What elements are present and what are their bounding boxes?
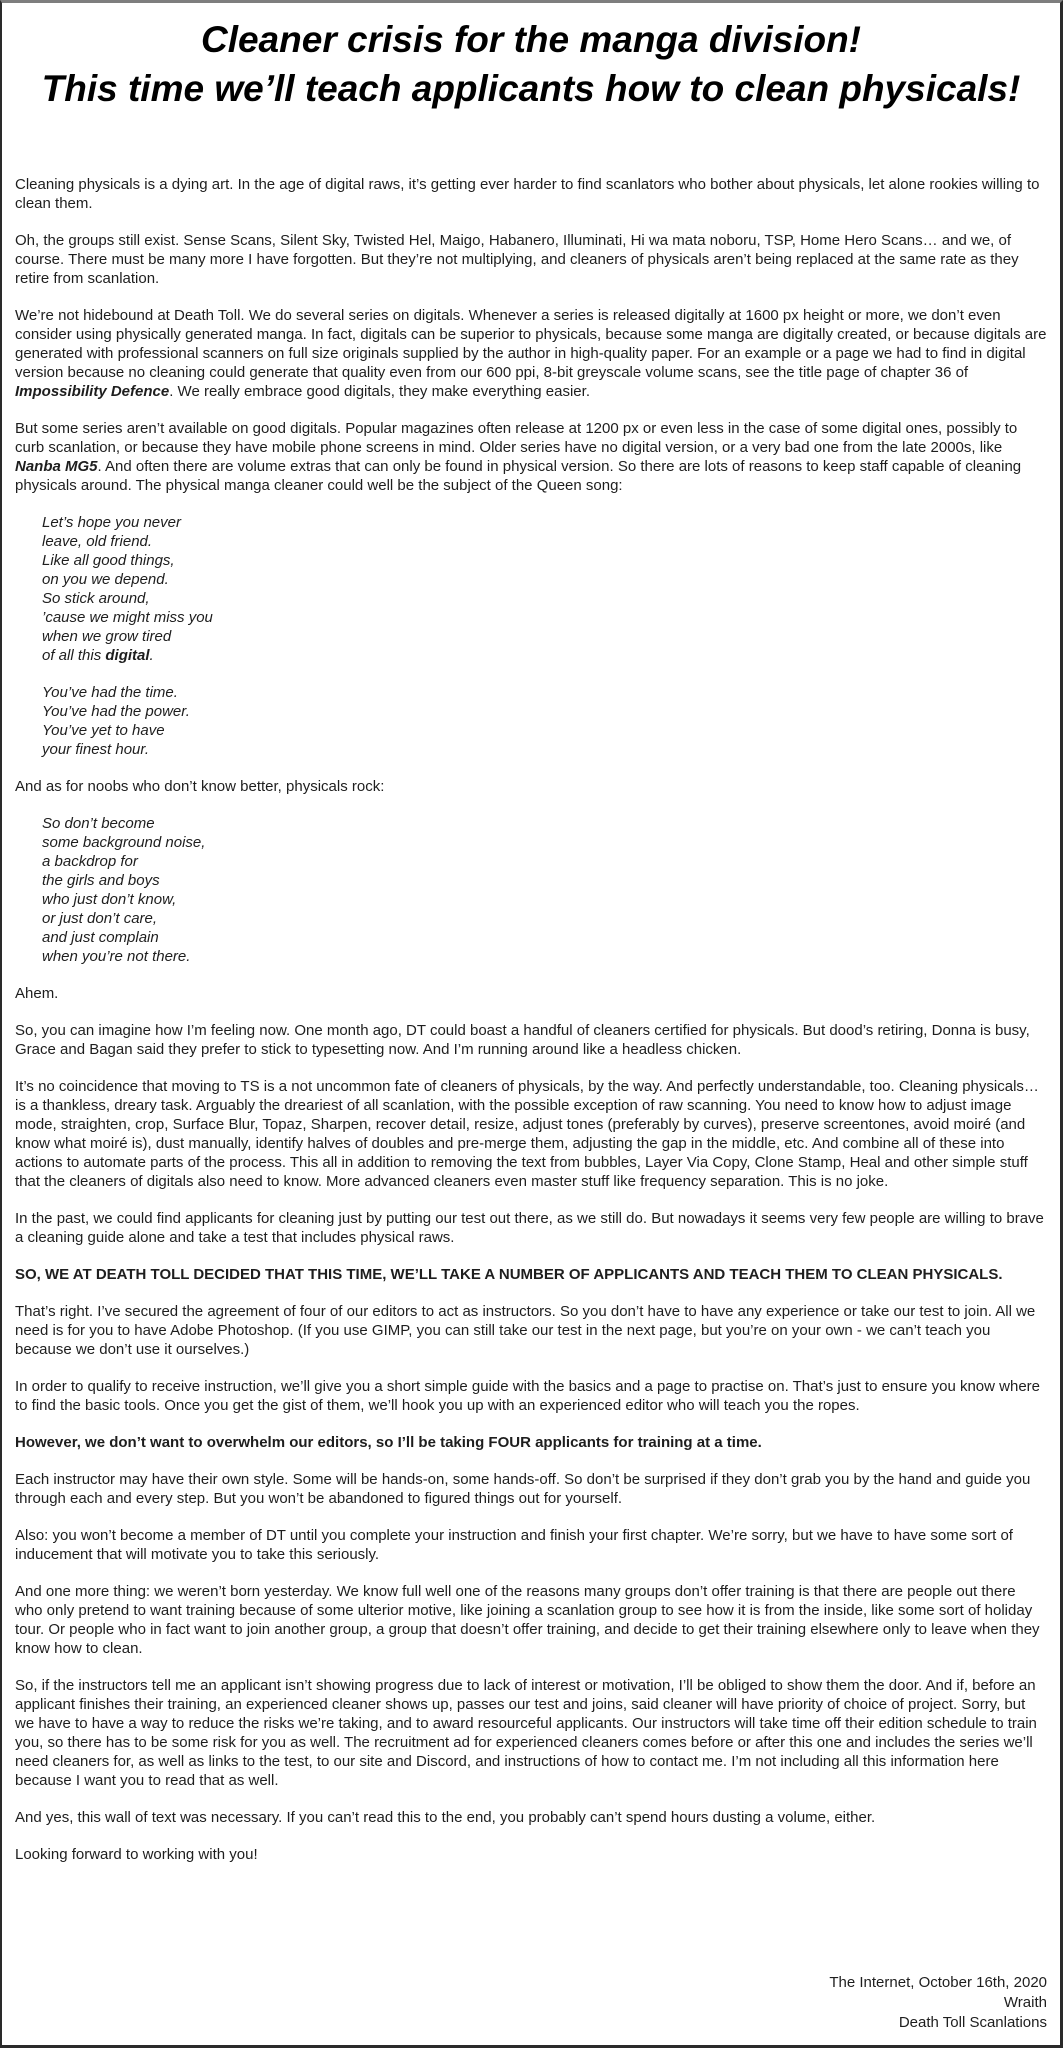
- text-run: That’s right. I’ve secured the agreement of four of our editors to act as instructors. So you don’t have to have any experience or take our test to join. All we need is for you to have Adobe Photoshop. (If you use GIMP, you can still take our test in the next page, but you’re on your own - we can’t teach you because we don’t use it ourselves.): [15, 1303, 1036, 1358]
- text-run: .: [149, 647, 154, 664]
- text-run: Let’s hope you never: [42, 514, 181, 531]
- text-run: So stick around,: [42, 590, 150, 607]
- text-run: However, we don’t want to overwhelm our editors, so I’ll be taking FOUR applicants for training at a time.: [15, 1434, 762, 1451]
- verse-line: [42, 833, 1047, 852]
- text-run: leave, old friend.: [42, 533, 153, 550]
- paragraph: [15, 306, 1047, 401]
- verse-line: [42, 608, 1047, 627]
- text-run: ’cause we might miss you: [42, 609, 213, 626]
- paragraph: [15, 1209, 1047, 1247]
- verse-line: [42, 740, 1047, 759]
- text-run: So, you can imagine how I’m feeling now. One month ago, DT could boast a handful of cleaners certified for physicals. But dood’s retiring, Donna is busy, Grace and Bagan said they prefer to stick to typesetting now. And I’m running around like a headless chicken.: [15, 1022, 1030, 1058]
- paragraph: [15, 1526, 1047, 1564]
- verse-line: [42, 627, 1047, 646]
- text-run: In the past, we could find applicants for cleaning just by putting our test out there, as we still do. But nowadays it seems very few people are willing to brave a cleaning guide alone and take a test that includes physical raws.: [15, 1210, 1044, 1246]
- text-run: You’ve yet to have: [42, 722, 165, 739]
- paragraph: [15, 1676, 1047, 1790]
- text-run: It’s no coincidence that moving to TS is a not uncommon fate of cleaners of physicals, by the way. And perfectly understandable, too. Cleaning physicals… is a thankless, dreary task. Arguably the dreariest of all scanlation, with the possible exception of raw scanning. You need to know how to adjust image mode, straighten, crop, Surface Blur, Topaz, Sharpen, recover detail, resize, adjust tones (preferably by curves), preserve screentones, avoid moiré (and know what moiré is), dust manually, identify halves of doubles and pre-merge them, adjusting the gap in the middle, etc. And combine all of these into actions to automate parts of the process. This all in addition to removing the text from bubbles, Layer Via Copy, Clone Stamp, Heal and other simple stuff that the cleaners of digitals also need to know. More advanced cleaners even master stuff like frequency separation. This is no joke.: [15, 1078, 1039, 1190]
- verse-block: [15, 814, 1047, 966]
- verse-block: [15, 683, 1047, 759]
- verse-line: [42, 646, 1047, 665]
- text-run: Impossibility Defence: [15, 383, 170, 400]
- paragraph: [15, 1077, 1047, 1191]
- paragraph: [15, 1808, 1047, 1827]
- text-run: Ahem.: [15, 985, 59, 1002]
- text-run: and just complain: [42, 929, 159, 946]
- text-run: So don’t become: [42, 815, 155, 832]
- text-run: You’ve had the time.: [42, 684, 178, 701]
- paragraph: [15, 231, 1047, 288]
- verse-line: [42, 589, 1047, 608]
- text-run: . And often there are volume extras that can only be found in physical version. So there are lots of reasons to keep staff capable of cleaning physicals around. The physical manga cleaner could well be the subject of the Queen song:: [15, 458, 1022, 494]
- verse-line: [42, 852, 1047, 871]
- text-run: Cleaning physicals is a dying art. In the age of digital raws, it’s getting ever harder to find scanlators who bother about physicals, let alone rookies willing to clean them.: [15, 176, 1040, 212]
- text-run: Like all good things,: [42, 552, 175, 569]
- paragraph: [15, 1021, 1047, 1059]
- verse-line: [42, 721, 1047, 740]
- verse-line: [42, 814, 1047, 833]
- page-title-line2: This time we’ll teach applicants how to clean physicals!: [41, 68, 1021, 109]
- text-run: So, if the instructors tell me an applicant isn’t showing progress due to lack of interest or motivation, I’ll be obliged to show them the door. And if, before an applicant finishes their training, an experienced cleaner shows up, passes our test and joins, said cleaner will have priority of choice of project. Sorry, but we have to have a way to reduce the risks we’re taking, and to award resourceful applicants. Our instructors will take time off their edition schedule to train you, so there has to be some risk for you as well. The recruitment ad for experienced cleaners comes before or after this one and includes the series we’ll need cleaners for, as well as links to the test, to our site and Discord, and instructions of how to contact me. I’m not including all this information here because I want you to read that as well.: [15, 1677, 1037, 1789]
- text-run: when you’re not there.: [42, 948, 191, 965]
- verse-line: [42, 909, 1047, 928]
- text-run: Looking forward to working with you!: [15, 1846, 258, 1863]
- text-run: digital: [105, 647, 150, 664]
- paragraph: [15, 419, 1047, 495]
- paragraph: [15, 1845, 1047, 1864]
- text-run: your finest hour.: [42, 741, 149, 758]
- signature-place-date: The Internet, October 16th, 2020: [829, 1974, 1047, 1991]
- paragraph: [15, 1582, 1047, 1658]
- verse-line: [42, 551, 1047, 570]
- text-run: on you we depend.: [42, 571, 169, 588]
- page-title-line1: Cleaner crisis for the manga division!: [200, 19, 862, 60]
- paragraph: [15, 1470, 1047, 1508]
- text-run: You’ve had the power.: [42, 703, 190, 720]
- verse-line: [42, 928, 1047, 947]
- verse-block: [15, 513, 1047, 665]
- paragraph: [15, 1265, 1047, 1284]
- text-run: Nanba MG5: [15, 458, 98, 475]
- text-run: some background noise,: [42, 834, 206, 851]
- verse-line: [42, 683, 1047, 702]
- text-run: Also: you won’t become a member of DT until you complete your instruction and finish your first chapter. We’re sorry, but we have to have some sort of inducement that will motivate you to take this seriously.: [15, 1527, 1013, 1563]
- article-body: [15, 157, 1047, 1882]
- text-run: And yes, this wall of text was necessary. If you can’t read this to the end, you probably can’t spend hours dusting a volume, either.: [15, 1809, 876, 1826]
- paragraph: [15, 984, 1047, 1003]
- text-run: And one more thing: we weren’t born yesterday. We know full well one of the reasons many groups don’t offer training is that there are people out there who only pretend to want training because of some ulterior motive, like joining a scanlation group to see how it is from the inside, like some sort of holiday tour. Or people who in fact want to join another group, a group that doesn’t offer training, and decide to get their training elsewhere only to leave when they know how to clean.: [15, 1583, 1040, 1657]
- verse-line: [42, 890, 1047, 909]
- verse-line: [42, 871, 1047, 890]
- text-run: of all this: [42, 647, 106, 664]
- signature: [15, 1953, 1047, 2033]
- text-run: a backdrop for: [42, 853, 138, 870]
- verse-line: [42, 513, 1047, 532]
- paragraph: [15, 1433, 1047, 1452]
- text-run: Oh, the groups still exist. Sense Scans, Silent Sky, Twisted Hel, Maigo, Habanero, Illuminati, Hi wa mata noboru, TSP, Home Hero Scans… and we, of course. There must be many more I have forgotten. But they’re not multiplying, and cleaners of physicals aren’t being replaced at the same rate as they retire from scanlation.: [15, 232, 1019, 287]
- signature-author: Wraith: [1003, 1994, 1047, 2011]
- verse-line: [42, 570, 1047, 589]
- verse-line: [42, 532, 1047, 551]
- verse-line: [42, 702, 1047, 721]
- text-run: when we grow tired: [42, 628, 172, 645]
- paragraph: [15, 777, 1047, 796]
- text-run: SO, WE AT DEATH TOLL DECIDED THAT THIS TIME, WE’LL TAKE A NUMBER OF APPLICANTS AND TEACH THEM TO CLEAN PHYSICALS.: [15, 1266, 1003, 1283]
- text-run: the girls and boys: [42, 872, 160, 889]
- text-run: We’re not hidebound at Death Toll. We do several series on digitals. Whenever a series is released digitally at 1600 px height or more, we don’t even consider using physically generated manga. In fact, digitals can be superior to physicals, because some manga are digitally created, or because digitals are generated with professional scanners on full size originals supplied by the author in high-quality paper. For an example or a page we had to find in digital version because no cleaning could generate that quality even from our 600 ppi, 8-bit greyscale volume scans, see the title page of chapter 36 of: [15, 307, 1047, 381]
- signature-group: Death Toll Scanlations: [898, 2014, 1047, 2031]
- text-run: And as for noobs who don’t know better, physicals rock:: [15, 778, 385, 795]
- paragraph: [15, 175, 1047, 213]
- text-run: In order to qualify to receive instruction, we’ll give you a short simple guide with the basics and a page to practise on. That’s just to ensure you know where to find the basic tools. Once you get the gist of them, we’ll hook you up with an experienced editor who will teach you the ropes.: [15, 1378, 1041, 1414]
- verse-line: [42, 947, 1047, 966]
- paragraph: [15, 1302, 1047, 1359]
- text-run: Each instructor may have their own style. Some will be hands-on, some hands-off. So don’t be surprised if they don’t grab you by the hand and guide you through each and every step. But you won’t be abandoned to figured things out for yourself.: [15, 1471, 1031, 1507]
- paragraph: [15, 1377, 1047, 1415]
- text-run: . We really embrace good digitals, they make everything easier.: [169, 383, 590, 400]
- page-title: [15, 15, 1047, 113]
- text-run: who just don’t know,: [42, 891, 177, 908]
- text-run: or just don’t care,: [42, 910, 158, 927]
- text-run: But some series aren’t available on good digitals. Popular magazines often release at 1200 px or even less in the case of some digital ones, possibly to curb scanlation, or because they have mobile phone screens in mind. Older series have no digital version, or a very bad one from the late 2000s, like: [15, 420, 1018, 456]
